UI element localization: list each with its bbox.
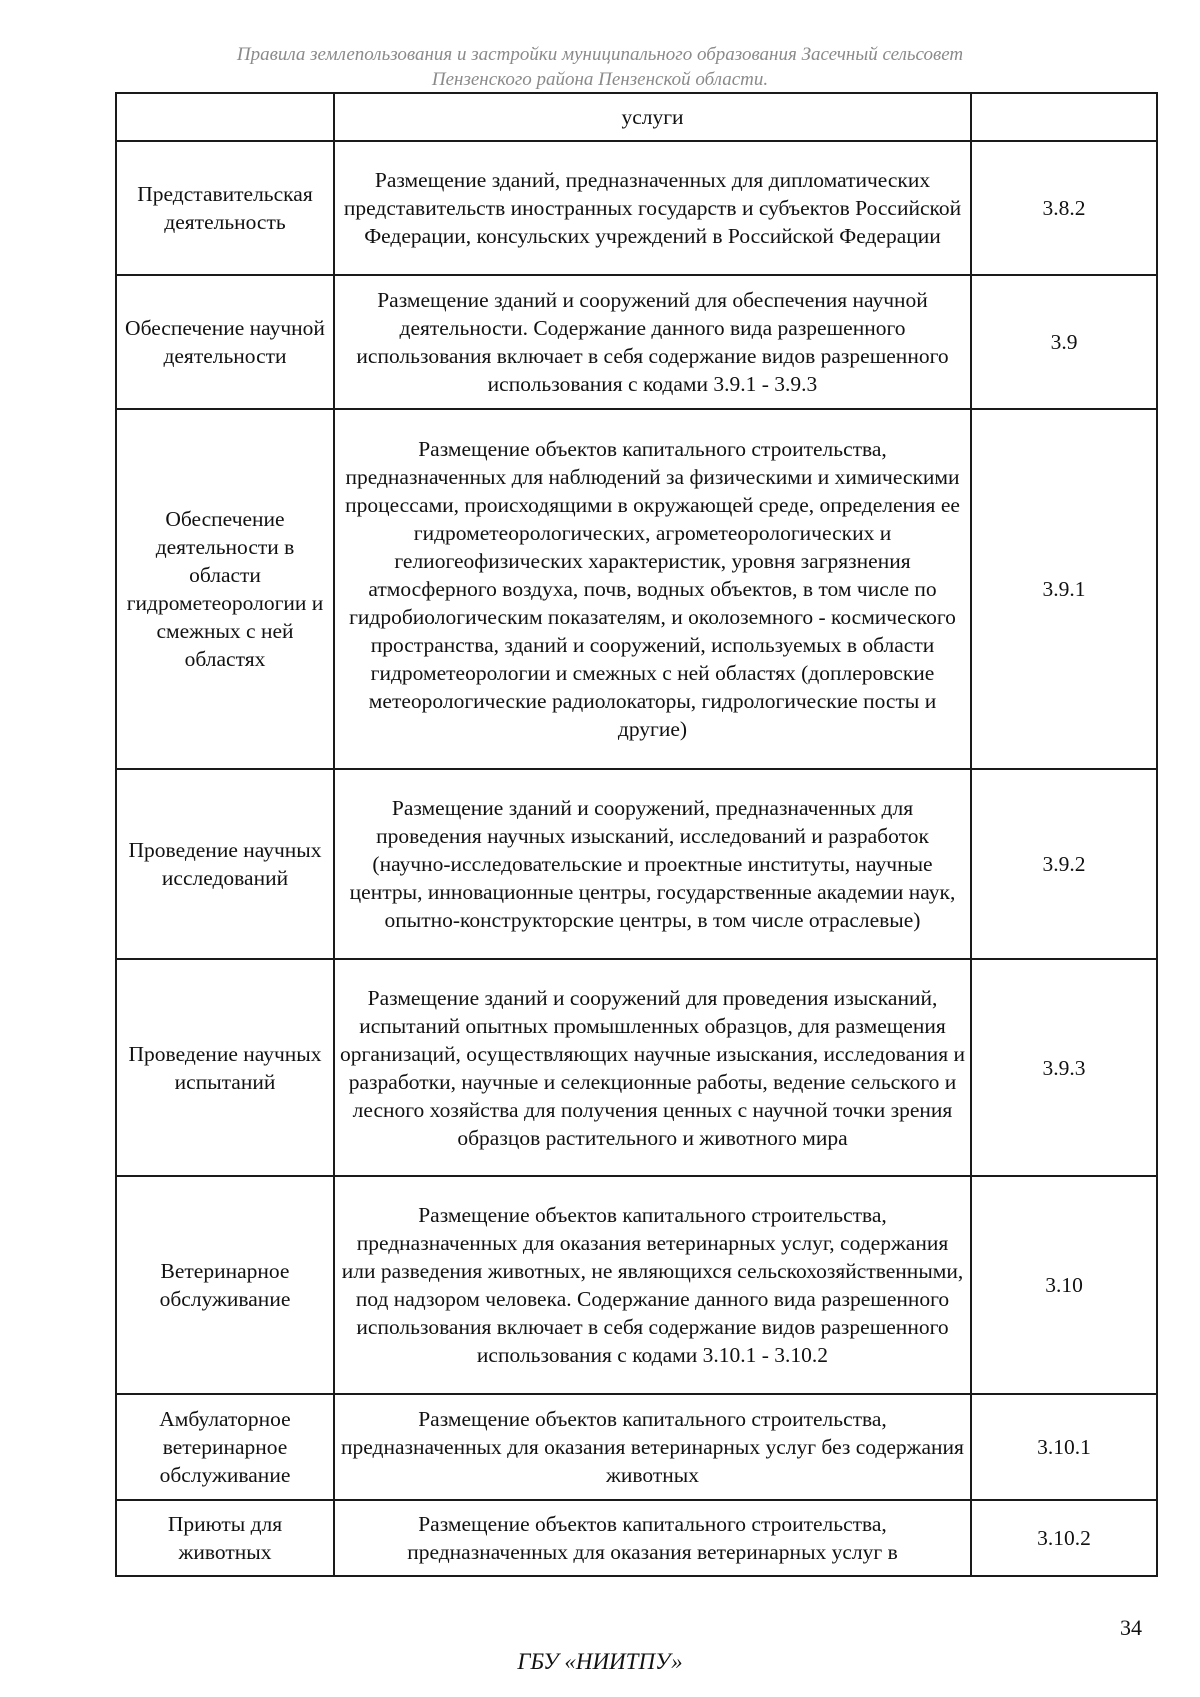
table-row <box>116 141 1157 275</box>
table-row <box>116 1500 1157 1576</box>
use-name-cell: Амбулаторное ветеринарное обслуживание <box>116 1394 334 1500</box>
use-code-cell: 3.10.1 <box>971 1394 1157 1500</box>
use-description-cell: Размещение объектов капитального строительства, предназначенных для оказания ветеринарных услуг, содержания или разведения животных, не являющихся сельскохозяйственными, под надзором человека. Содержание данного вида разрешенного использования включает в себя содержание видов разрешенного использования с кодами 3.10.1 - 3.10.2 <box>334 1176 971 1394</box>
use-code-cell: 3.9.3 <box>971 959 1157 1176</box>
use-code-cell <box>971 93 1157 141</box>
use-name-cell: Проведение научных испытаний <box>116 959 334 1176</box>
header-line-2: Пензенского района Пензенской области. <box>431 69 769 90</box>
use-name-cell: Обеспечение деятельности в области гидрометеорологии и смежных с ней областях <box>116 409 334 769</box>
use-description-cell: Размещение объектов капитального строительства, предназначенных для наблюдений за физическими и химическими процессами, происходящими в окружающей среде, определения ее гидрометеорологических, агрометеорологических и гелиогеофизических характеристик, уровня загрязнения атмосферного воздуха, почв, водных объектов, в том числе по гидробиологическим показателям, и околоземного - космического пространства, зданий и сооружений, используемых в области гидрометеорологии и смежных с ней областях (доплеровские метеорологические радиолокаторы, гидрологические посты и другие) <box>334 409 971 769</box>
table-row <box>116 409 1157 769</box>
table-row <box>116 1394 1157 1500</box>
use-name-cell <box>116 93 334 141</box>
use-code-cell: 3.9.2 <box>971 769 1157 959</box>
use-name-cell: Обеспечение научной деятельности <box>116 275 334 409</box>
page-header <box>0 42 1200 92</box>
page-footer: ГБУ «НИИТПУ» <box>517 1649 683 1674</box>
use-description-cell: Размещение зданий и сооружений для обеспечения научной деятельности. Содержание данного вида разрешенного использования включает в себя содержание видов разрешенного использования с кодами 3.9.1 - 3.9.3 <box>334 275 971 409</box>
table-row <box>116 769 1157 959</box>
table-row <box>116 959 1157 1176</box>
use-name-cell: Приюты для животных <box>116 1500 334 1576</box>
use-description-cell: Размещение объектов капитального строительства, предназначенных для оказания ветеринарных услуг без содержания животных <box>334 1394 971 1500</box>
table-row <box>116 1176 1157 1394</box>
use-description-cell: Размещение зданий и сооружений для проведения изысканий, испытаний опытных промышленных образцов, для размещения организаций, осуществляющих научные изыскания, исследования и разработки, научные и селекционные работы, ведение сельского и лесного хозяйства для получения ценных с научной точки зрения образцов растительного и животного мира <box>334 959 971 1176</box>
use-name-cell: Проведение научных исследований <box>116 769 334 959</box>
use-description-cell: услуги <box>334 93 971 141</box>
land-use-table <box>115 92 1158 1577</box>
use-code-cell: 3.10.2 <box>971 1500 1157 1576</box>
use-code-cell: 3.10 <box>971 1176 1157 1394</box>
header-line-1: Правила землепользования и застройки муниципального образования Засечный сельсовет <box>236 44 964 65</box>
use-code-cell: 3.9 <box>971 275 1157 409</box>
use-description-cell: Размещение зданий, предназначенных для дипломатических представительств иностранных государств и субъектов Российской Федерации, консульских учреждений в Российской Федерации <box>334 141 971 275</box>
use-code-cell: 3.8.2 <box>971 141 1157 275</box>
use-name-cell: Ветеринарное обслуживание <box>116 1176 334 1394</box>
use-description-cell: Размещение объектов капитального строительства, предназначенных для оказания ветеринарных услуг в <box>334 1500 971 1576</box>
use-name-cell: Представительская деятельность <box>116 141 334 275</box>
table-row <box>116 93 1157 141</box>
page-number: 34 <box>1120 1615 1142 1640</box>
use-code-cell: 3.9.1 <box>971 409 1157 769</box>
use-description-cell: Размещение зданий и сооружений, предназначенных для проведения научных изысканий, исследований и разработок (научно-исследовательские и проектные институты, научные центры, инновационные центры, государственные академии наук, опытно-конструкторские центры, в том числе отраслевые) <box>334 769 971 959</box>
table-row <box>116 275 1157 409</box>
